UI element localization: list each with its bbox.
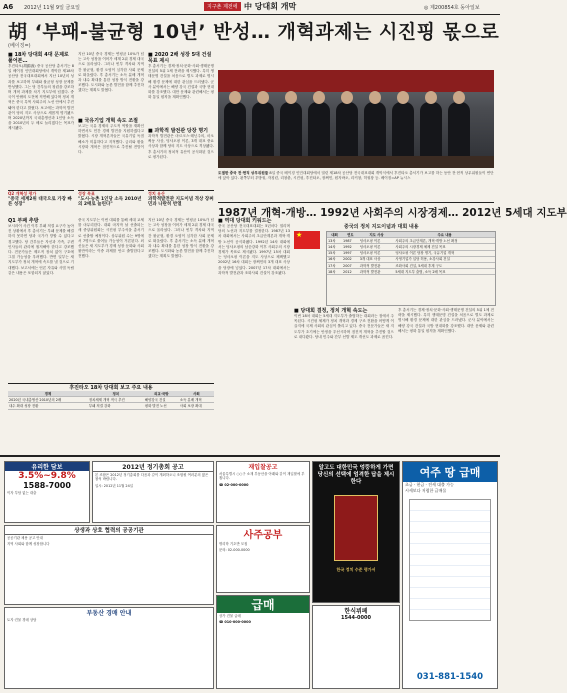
section-title: 中 당대회 개막 xyxy=(244,2,297,11)
summary-table xyxy=(8,391,214,410)
table-cell: 해양강국 건설 xyxy=(144,397,179,403)
table-row xyxy=(8,403,214,409)
quote-text: "중국 세계2위 대국으로 가장 빠른 성장" xyxy=(8,196,72,208)
col2-subhead: ■ 국유기업 개혁 속도 조절 xyxy=(78,118,138,124)
ad-text: 서울특별시 ○○구 소재 부동산을 아래와 같이 재입찰에 부칩니다. xyxy=(219,472,305,481)
ad-public-notice[interactable] xyxy=(4,525,214,605)
person-figure xyxy=(252,102,274,160)
col2-body-3: 지난 10년 중국 경제는 연평균 10%가 넘는 고속 성장을 이어가 세계 2위 경제 대국으로 올라섰다. 그러나 빈부 격차와 지역 간 불균형, 환경 오염이 심각한 사회 문제로 떠올랐다. 후 총서기는 소득 분배 개혁과 내수 확대를 통한 성장 방식 전환을 강조했다. 도시화와 농촌 발전을 함께 추진하겠다는 계획도 밝혔다. xyxy=(148,218,214,259)
ad-text-2: 시세보다 저렴한 급매물 xyxy=(405,488,447,494)
listing-grid xyxy=(409,499,491,621)
person-figure xyxy=(308,102,330,160)
ad-sub: 상가 건물 급매 xyxy=(219,614,241,618)
quote-box xyxy=(78,190,144,215)
summary-title: 후진타오 18차 당대회 보고 주요 내용 xyxy=(69,385,153,391)
ad-title: 사주공부 xyxy=(243,530,283,541)
ad-footer: 지역 사회와 함께 성장합니다 xyxy=(7,542,50,547)
summary-header: 사회 xyxy=(179,391,214,397)
table-cell: 조화사회 건설, 5세대 후계 구도 xyxy=(394,263,495,269)
col1-subhead-3: Q1 부패 추방 xyxy=(8,218,39,224)
table-cell: 정치체제 개혁 적극 추진 xyxy=(88,397,144,403)
ad-meeting-notice[interactable] xyxy=(92,461,214,523)
table-cell: 2007 xyxy=(342,263,359,269)
ad-auction[interactable] xyxy=(216,461,310,523)
table-cell: 부패 척결 강화 xyxy=(88,403,144,409)
ad-title: 알고도 대한민국 엉뚱하게 가면 당신의 선택에 엄격한 답을 제시한다 xyxy=(317,465,395,485)
page-number: A6 xyxy=(3,3,14,11)
ad-title: 유리한 담보 xyxy=(5,462,89,471)
table-cell: 17차 xyxy=(327,263,342,269)
table-cell: 덩샤오핑 이론 xyxy=(359,244,395,250)
table-cell: 소득 분배 개혁 xyxy=(179,397,214,403)
table-cell: 사회주의 시장경제 체제 건설 목표 xyxy=(394,244,495,250)
history-col-3 xyxy=(398,308,494,450)
summary-header: 정치 xyxy=(88,391,144,397)
summary-header: 경제 xyxy=(8,391,88,397)
quote-box xyxy=(8,190,74,215)
ad-real-estate[interactable] xyxy=(4,607,214,689)
ad-title: 2012년 정기총회 공고 xyxy=(93,462,213,472)
quote-text: 과학적발전관 지도이념 격상 장쩌민과 나란히 반열 xyxy=(148,196,214,208)
headline: 胡 ‘부패-불균형 10년’ 반성… 개혁과제는 시진핑 몫으로 xyxy=(8,21,500,43)
caption-label: 도열한 중국 전·현직 상무위원들 xyxy=(218,171,269,175)
summary-header: 외교·국방 xyxy=(144,391,179,397)
col3-body: 후 총서기는 경제·정치·문화·사회·생태문명 건설의 5위 1체 전략을 제시했다. 특히 생태문명 건설을 처음으로 별도 과제로 명시해 환경 문제에 대한 관심을 드러냈다. 군사 분야에서는 해양 강국 건설과 국방 현대화를 강조했다. 대만 문제와 관련해서는 평화 통일 원칙을 재확인했다. xyxy=(148,64,214,100)
person-figure xyxy=(392,102,414,160)
table-cell: 평화 발전 노선 xyxy=(144,403,179,409)
article-col-3 xyxy=(148,52,214,184)
table-cell: 5세대 지도부 출범, 소득 2배 목표 xyxy=(394,269,495,275)
col1-body: 후진타오(胡錦濤) 중국 공산당 총서기는 8일 베이징 인민대회당에서 개막한 제18차 공산당 전국대표대회에서 지난 10년의 성과를 보고하며 부패와 불균형 성장 문제를 반성했다. 그는 당 간부들의 청렴을 강조하며 개혁 과제를 차기 지도부에 넘겼다. 중국이 안팎의 도전에 직면해 있다며 정치 개혁은 중국 특색 사회주의 노선 안에서 추진돼야 한다고 밝혔다. 보고에는 과학적 발전관이 당의 지도 사상으로 새롭게 명기됐으며 2020년까지 국내총생산과 1인당 소득을 2010년의 두 배로 늘리겠다는 목표가 제시됐다. xyxy=(8,64,74,131)
person-figure xyxy=(336,102,358,160)
col3-subhead: ■ 2020 2배 성장 5대 건설 목표 제시 xyxy=(148,52,212,64)
table-header: 주요 내용 xyxy=(394,232,495,238)
history-subhead-2: ■ 당대회 결정, 정치 개혁 속도는 xyxy=(294,308,368,314)
ad-phone: 문의: 02-000-0000 xyxy=(219,548,250,553)
ad-book[interactable] xyxy=(312,461,400,603)
summary-box xyxy=(8,383,214,452)
col1b-body: 중국 지도부는 이번 대회를 통해 세대 교체를 마무리한다. 대회 마지막 날 선출되는 새 중앙위원회는 시진핑 부주석을 총서기로 선출할 예정이다. 상무위원 수는 9명에서 7명으로 줄어들 가능성이 거론된다. 외신들은 새 지도부가 경제 성장 둔화와 사회 불만이라는 이중 과제를 안고 출발한다고 전했다. xyxy=(78,218,144,259)
table-cell: 1992 xyxy=(342,244,359,250)
table-cell: 덩샤오핑 이론 xyxy=(359,238,395,244)
history-body-2: 이번 18차 대회는 5세대 지도부가 출범하는 대회라는 점에서 주목된다. 시진핑 체제가 정치 개혁과 경제 구조 전환을 어떻게 이끌지에 국제 사회의 관심이 쏠리고 있다. 중국 전문가들은 새 지도부가 초기에는 안정을 우선시하며 점진적 개혁을 추진할 것으로 내다봤다. 당내 민주와 간부 선발 제도 개선도 과제로 꼽힌다. xyxy=(294,314,394,339)
table-cell: 과학적 발전관 xyxy=(359,269,395,275)
ad-title: 상생과 상호 협력의 공공기관 xyxy=(5,526,213,535)
table-cell: 내수 확대 성장 전환 xyxy=(8,403,88,409)
issue-date: 2012년 11월 9일 금요일 xyxy=(24,5,81,11)
article-col-3b xyxy=(148,218,214,378)
col1-subhead: ■ 18차 당대회 4대 문제로 풀어본… xyxy=(8,52,69,64)
ad-text: 공공기관 채용 공고 안내 xyxy=(7,536,43,540)
ad-urgent-sale[interactable] xyxy=(216,595,310,689)
person-figure xyxy=(420,102,442,160)
caption-text: 8일 중국 베이징 인민대회당에서 열린 제18차 공산당 전국대표대회 개막식에서 후진타오 총서기가 보고를 하는 동안 전·현직 상무위원들이 연단에 앉아 있다. 왼쪽부터 우방궈, 자칭린, 리창춘, 시진핑, 후진타오, 장쩌민, 원자바오, 리커창, 허궈창 등. 베이징=AP 뉴시스 xyxy=(218,171,494,180)
history-banner: 1987년 개혁-개방… 1992년 사회주의 시장경제… 2012년 5세대 지도부 xyxy=(218,202,494,220)
history-body-3: 후 총서기는 경제·정치·문화·사회·생태문명 건설의 5위 1체 전략을 제시했다. 특히 생태문명 건설을 처음으로 별도 과제로 명시해 환경 문제에 대한 관심을 드러냈다. 군사 분야에서는 해양 강국 건설과 국방 현대화를 강조했다. 대만 문제와 관련해서는 평화 통일 원칙을 재확인했다. xyxy=(398,308,494,333)
col1-body-2: 보시라이 사건 이후 부패 척결 요구가 높아진 상황에서 후 총서기는 부패 문제를 해결하지 못하면 당과 국가가 망할 수 있다고 경고했다. 당 간부들은 자신과 가족, 주변 인사들의 관리에 철저해야 한다고 강조했다. 전문가들은 제도적 장치 없이 구호에 그칠 가능성을 우려했다. 반면 일부는 새 지도부가 정치 개혁에 속도를 낼 것으로 기대했다. 보고서에는 언론 자유와 사법 독립 같은 내용은 포함되지 않았다. xyxy=(8,224,74,275)
table-cell: 1997 xyxy=(342,250,359,256)
ad-land-sale[interactable] xyxy=(402,461,498,689)
ad-phone: 1544-0000 xyxy=(341,615,371,621)
ad-phone: 031-881-1540 xyxy=(416,672,484,682)
history-subhead: ■ 역대 당대회 키워드는 xyxy=(218,218,272,224)
page-header xyxy=(0,0,500,15)
ad-text: 이자 부담 없는 대출 xyxy=(7,491,37,495)
ad-title: 한식뷔페 xyxy=(344,608,368,615)
photo-backdrop xyxy=(218,70,494,92)
table-cell: 14차 xyxy=(327,244,342,250)
table-cell: 16차 xyxy=(327,256,342,262)
ad-restaurant[interactable] xyxy=(312,605,400,689)
quote-text: "도시·농촌 1인당 소득 2010년의 2배로 늘린다" xyxy=(78,196,142,208)
table-cell: 3개 대표 사상 xyxy=(359,256,395,262)
ad-sub: 명리학 기초반 모집 xyxy=(219,542,248,546)
table-cell: 15차 xyxy=(327,250,342,256)
byline: (베이징=) xyxy=(8,43,31,49)
person-figure xyxy=(280,102,302,160)
table-header: 지도 사상 xyxy=(359,232,395,238)
ad-phone: 1588-7000 xyxy=(23,481,71,490)
col3-subhead-2: ■ 과학적 발전관 당장 명기 xyxy=(148,128,208,134)
ad-title: 부동산 경매 안내 xyxy=(86,610,132,617)
table-cell: 18차 xyxy=(327,269,342,275)
history-body: 중국 공산당 전국대표대회는 5년마다 열리며 당의 노선과 지도부를 결정한다. 1987년 13차 대회에서는 사회주의 초급단계론과 개혁·개방 노선이 공식화됐다. 1992년 14차 대회에서는 덩샤오핑의 남순강화 이후 사회주의 시장경제가 목표로 제시됐다. 1997년 15차 대회는 덩샤오핑 이론을 지도 사상으로 채택했고 2002년 16차 대회는 장쩌민의 3개 대표 사상을 당장에 넣었다. 2007년 17차 대회에서는 과학적 발전관과 조화사회 건설이 강조됐다. xyxy=(218,224,290,275)
table-header: 연도 xyxy=(342,232,359,238)
table-cell: 사회주의 초급단계론, 개혁·개방 노선 확정 xyxy=(394,238,495,244)
paper-name: ◎ 제200854호 동아일보 xyxy=(424,5,480,11)
ad-fortune-class[interactable] xyxy=(216,525,310,593)
table-cell: 2012 xyxy=(342,269,359,275)
ad-rate: 3.5%~9.8% xyxy=(18,471,76,481)
ad-text: 본 조합은 2012년 정기총회를 다음과 같이 개최하오니 조합원 여러분의 많은 참석 바랍니다. xyxy=(95,473,209,482)
ad-title: 여주 땅 급매 xyxy=(403,462,497,482)
table-row xyxy=(327,269,495,275)
table-cell: 사회 보장 확대 xyxy=(179,403,214,409)
table-cell: 13차 xyxy=(327,238,342,244)
person-figure xyxy=(364,102,386,160)
ad-loan[interactable] xyxy=(4,461,90,523)
news-photo xyxy=(218,70,494,168)
history-col-1 xyxy=(218,218,290,450)
table-cell: 2002 xyxy=(342,256,359,262)
table-header: 대회 xyxy=(327,232,342,238)
quote-box-label: Q2 개혁성 평가 xyxy=(8,191,37,196)
col2-body-2: 보고는 국유 경제의 주도적 역할을 재확인하면서도 민간 경제 발전을 지원하겠다고 밝혔다. 시장 개혁론자들은 국유기업 독점 해소가 미흡하다고 지적했다. 금리와 환율 시장화 개혁은 점진적으로 추진될 전망이다. xyxy=(78,124,144,155)
history-col-2 xyxy=(294,308,394,450)
ad-sub: 토지·건물 경매 상담 xyxy=(7,618,37,622)
article-col-2 xyxy=(78,52,144,184)
quote-box xyxy=(148,190,214,215)
quote-box-label: 성장 목표 xyxy=(78,191,95,196)
ad-text: 초급 · 현금 · 전세 대출 가능 xyxy=(405,482,454,487)
ad-date: 일시: 2012년 11월 24일 xyxy=(95,483,134,488)
table-cell: 2020년 국내총생산 2010년의 2배 xyxy=(8,397,88,403)
table-cell: 사영기업가 입당 허용, 소강사회 건설 xyxy=(394,256,495,262)
photo-caption xyxy=(218,171,494,181)
quote-box-label: 정치 유산 xyxy=(148,191,165,196)
table-cell: 덩샤오핑 이론 당장 명기, 국유기업 개혁 xyxy=(394,250,495,256)
article-col-1 xyxy=(8,52,74,184)
book-cover-icon xyxy=(334,495,378,561)
ad-sub: 한국 정치 수준 평가서 xyxy=(336,567,376,572)
person-figure xyxy=(224,102,246,160)
col3-body-2: 과학적 발전관은 마르크스·레닌주의, 마오쩌둥 사상, 덩샤오핑 이론, 3개 대표 중요 사상과 함께 당의 지도 사상으로 격상됐다. 후 총서기의 정치적 유산이 공식화된 것으로 평가된다. xyxy=(148,134,214,159)
article-col-1b xyxy=(8,218,74,378)
table-cell: 과학적 발전관 xyxy=(359,263,395,269)
person-figure xyxy=(448,102,470,160)
congress-table xyxy=(326,231,496,306)
desk xyxy=(218,156,494,168)
table-cell: 1987 xyxy=(342,238,359,244)
section-tag: 지구촌 제전에 xyxy=(204,2,241,11)
ad-title: 급매 xyxy=(217,596,309,613)
congress-table-title: 중국의 정치 지도이념과 대회 내용 xyxy=(344,224,419,230)
ad-phone: ☎ 02-000-0000 xyxy=(219,482,249,487)
ad-title: 재입찰공고 xyxy=(248,464,278,471)
china-flag-icon: ★ xyxy=(294,231,320,249)
col2-body: 지난 10년 중국 경제는 연평균 10%가 넘는 고속 성장을 이어가 세계 2위 경제 대국으로 올라섰다. 그러나 빈부 격차와 지역 간 불균형, 환경 오염이 심각한 사회 문제로 떠올랐다. 후 총서기는 소득 분배 개혁과 내수 확대를 통한 성장 방식 전환을 강조했다. 도시화와 농촌 발전을 함께 추진하겠다는 계획도 밝혔다. xyxy=(78,52,144,93)
ad-section xyxy=(0,455,500,693)
article-col-2b xyxy=(78,218,144,378)
ad-phone: ☎ 010-000-0000 xyxy=(219,620,251,625)
table-cell: 덩샤오핑 이론 xyxy=(359,250,395,256)
